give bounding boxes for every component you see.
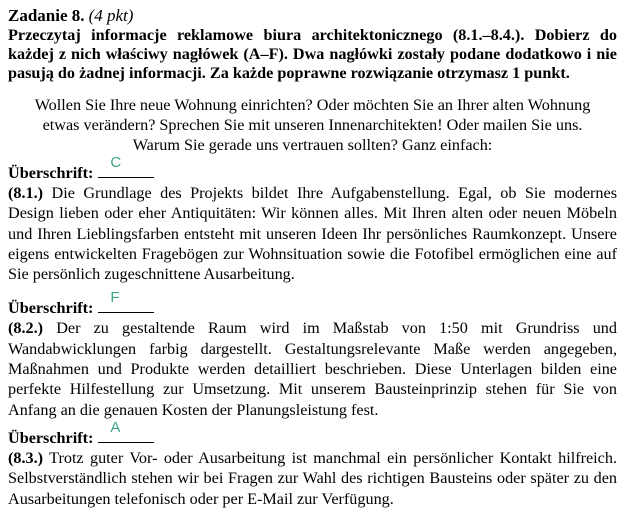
answer-field[interactable]	[98, 154, 154, 178]
heading-label: Überschrift:	[8, 428, 94, 447]
section-8-2	[8, 289, 617, 419]
intro-line: Wollen Sie Ihre neue Wohnung einrichten? Oder möchten Sie an Ihrer alten Wohnung	[34, 96, 591, 114]
answer-letter: F	[110, 289, 120, 307]
section-8-3	[8, 418, 617, 509]
paragraph-text: Trotz guter Vor- oder Ausarbeitung ist manchmal ein persönlicher Kontakt hilfreich. Selbstverständlich stehen wir bei Fragen zur Wahl des richtigen Bausteins oder später zu den Ausarbeitungen telefonisch oder per E-Mail zur Verfügung.	[8, 448, 617, 508]
answer-field[interactable]	[98, 418, 154, 443]
paragraph-number: (8.2.)	[8, 319, 44, 338]
answer-letter: C	[110, 154, 122, 171]
paragraph	[8, 448, 617, 509]
task-points: (4 pkt)	[88, 6, 134, 25]
paragraph-number: (8.1.)	[8, 184, 44, 202]
section-8-1	[8, 154, 617, 284]
task-instruction: Przeczytaj informacje reklamowe biura architektonicznego (8.1.–8.4.). Dobierz do każdej z nich właściwy nagłówek (A–F). Dwa nagłówki zostały podane dodatkowo i nie pasują do żadnej informacji. Za każde poprawne rozwiązanie otrzymasz 1 punkt.	[8, 26, 617, 82]
paragraph	[8, 183, 617, 284]
paragraph-number: (8.3.)	[8, 448, 44, 467]
intro-text	[8, 95, 617, 155]
heading-line	[8, 289, 617, 318]
task-title: Zadanie 8.	[8, 6, 85, 25]
paragraph	[8, 318, 617, 419]
heading-label: Überschrift:	[8, 299, 94, 318]
intro-line: etwas verändern? Sprechen Sie mit unseren Innenarchitekten! Oder mailen Sie uns.	[42, 116, 583, 134]
heading-label: Überschrift:	[8, 164, 94, 182]
answer-letter: A	[110, 418, 121, 436]
intro-line: Warum Sie gerade uns vertrauen sollten? Ganz einfach:	[132, 136, 493, 154]
paragraph-text: Die Grundlage des Projekts bildet Ihre Aufgabenstellung. Egal, ob Sie modernes Design lieben oder eher Antiquitäten: Wir können alles. Mit Ihren alten oder neuen Möbeln und Ihren Lieblingsfarben entsteht mit unseren Ideen Ihr persönliches Raumkonzept. Unsere eigens entwickelten Fragebögen zur Wohnsituation sowie die Fotofibel ermöglichen eine auf Sie persönlich zugeschnittene Ausarbeitung.	[8, 184, 617, 284]
answer-field[interactable]	[98, 289, 154, 313]
task-header	[8, 6, 617, 83]
paragraph-text: Der zu gestaltende Raum wird im Maßstab von 1:50 mit Grundriss und Wandabwicklungen farbig dargestellt. Gestaltungsrelevante Maße werden angegeben, Maßnahmen und Produkte werden detailliert beschrieben. Diese Unterlagen bilden eine perfekte Hilfestellung zur Umsetzung. Mit unserem Bausteinprinzip stehen für Sie von Anfang an die genauen Kosten der Planungsleistung fest.	[8, 319, 617, 419]
heading-line	[8, 154, 617, 183]
heading-line	[8, 418, 617, 448]
